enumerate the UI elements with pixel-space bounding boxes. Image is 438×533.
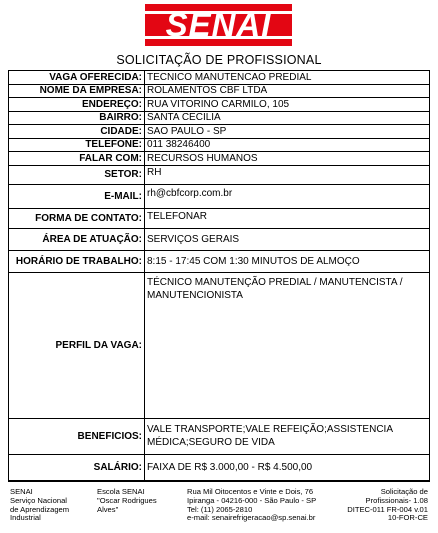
form-row-perfil bbox=[9, 272, 430, 418]
field-label: HORÁRIO DE TRABALHO: bbox=[9, 250, 145, 272]
footer-line: DITEC-011 FR-004 v.01 bbox=[347, 504, 428, 514]
field-value: RUA VITORINO CARMILO, 105 bbox=[145, 98, 430, 112]
footer-line: Ipiranga - 04216-000 - São Paulo - SP bbox=[187, 495, 317, 505]
logo-background bbox=[145, 4, 292, 46]
form-row-email bbox=[9, 184, 430, 208]
footer-email[interactable]: e-mail: senairefrigeracao@sp.senai.br bbox=[187, 513, 316, 523]
field-label: CIDADE: bbox=[9, 125, 145, 139]
form-row-setor bbox=[9, 165, 430, 184]
form-row-cidade bbox=[9, 125, 430, 139]
field-label: TELEFONE: bbox=[9, 138, 145, 152]
footer-line: Alves" bbox=[97, 504, 119, 514]
form-row-bairro bbox=[9, 111, 430, 125]
field-label: E-MAIL: bbox=[9, 184, 145, 208]
footer-address bbox=[187, 488, 337, 523]
form-row-empresa bbox=[9, 84, 430, 98]
footer-line: de Aprendizagem bbox=[10, 504, 70, 514]
field-label: BENEFICIOS: bbox=[9, 418, 145, 454]
footer-school bbox=[97, 488, 182, 514]
footer-senai bbox=[10, 488, 90, 523]
field-value: VALE TRANSPORTE;VALE REFEIÇÃO;ASSISTENCIA MÉDICA;SEGURO DE VIDA bbox=[145, 418, 430, 454]
field-value: rh@cbfcorp.com.br bbox=[145, 184, 430, 208]
footer-line: Solicitação de bbox=[380, 487, 428, 496]
request-form-table bbox=[8, 70, 430, 481]
footer-line: Tel: (11) 2065-2810 bbox=[187, 504, 253, 514]
field-label: ENDEREÇO: bbox=[9, 98, 145, 112]
field-label: ÁREA DE ATUAÇÃO: bbox=[9, 228, 145, 250]
footer-line: 10-FOR-CE bbox=[387, 513, 428, 523]
footer-form-code bbox=[336, 488, 428, 523]
field-value: SAO PAULO - SP bbox=[145, 125, 430, 139]
field-label: SETOR: bbox=[9, 165, 145, 184]
form-row-horario bbox=[9, 250, 430, 272]
footer-line: Serviço Nacional bbox=[10, 495, 67, 505]
field-label: FALAR COM: bbox=[9, 152, 145, 166]
footer-line: SENAI bbox=[10, 487, 33, 496]
field-value: SANTA CECILIA bbox=[145, 111, 430, 125]
footer-divider bbox=[8, 481, 430, 482]
field-label: VAGA OFERECIDA: bbox=[9, 71, 145, 85]
form-row-forma-contato bbox=[9, 208, 430, 228]
field-value: ROLAMENTOS CBF LTDA bbox=[145, 84, 430, 98]
form-row-endereco bbox=[9, 98, 430, 112]
footer-line: Profissionais- 1.08 bbox=[365, 495, 428, 505]
form-row-salario bbox=[9, 454, 430, 480]
field-value: SERVIÇOS GERAIS bbox=[145, 228, 430, 250]
form-row-beneficios bbox=[9, 418, 430, 454]
field-value: 011 38246400 bbox=[145, 138, 430, 152]
footer-line: Industrial bbox=[10, 513, 41, 523]
footer-line: Escola SENAI bbox=[97, 487, 145, 496]
field-value: FAIXA DE R$ 3.000,00 - R$ 4.500,00 bbox=[145, 454, 430, 480]
field-label: BAIRRO: bbox=[9, 111, 145, 125]
field-label: NOME DA EMPRESA: bbox=[9, 84, 145, 98]
field-value: TECNICO MANUTENCAO PREDIAL bbox=[145, 71, 430, 85]
field-label: PERFIL DA VAGA: bbox=[9, 272, 145, 418]
form-row-vaga bbox=[9, 71, 430, 85]
footer-line: Rua Mil Oitocentos e Vinte e Dois, 76 bbox=[187, 487, 314, 496]
field-value: 8:15 - 17:45 COM 1:30 MINUTOS DE ALMOÇO bbox=[145, 250, 430, 272]
form-row-area-atuacao bbox=[9, 228, 430, 250]
page-title: SOLICITAÇÃO DE PROFISSIONAL bbox=[116, 53, 322, 67]
form-row-falar-com bbox=[9, 152, 430, 166]
field-value: TÉCNICO MANUTENÇÃO PREDIAL / MANUTENCISTA / MANUTENCIONISTA bbox=[145, 272, 430, 418]
footer-line: "Oscar Rodrigues bbox=[97, 495, 157, 505]
senai-logo bbox=[145, 4, 292, 46]
field-value: RECURSOS HUMANOS bbox=[145, 152, 430, 166]
field-value: TELEFONAR bbox=[145, 208, 430, 228]
field-label: FORMA DE CONTATO: bbox=[9, 208, 145, 228]
field-label: SALÁRIO: bbox=[9, 454, 145, 480]
form-row-telefone bbox=[9, 138, 430, 152]
logo-text: SENAI bbox=[165, 6, 272, 43]
field-value: RH bbox=[145, 165, 430, 184]
